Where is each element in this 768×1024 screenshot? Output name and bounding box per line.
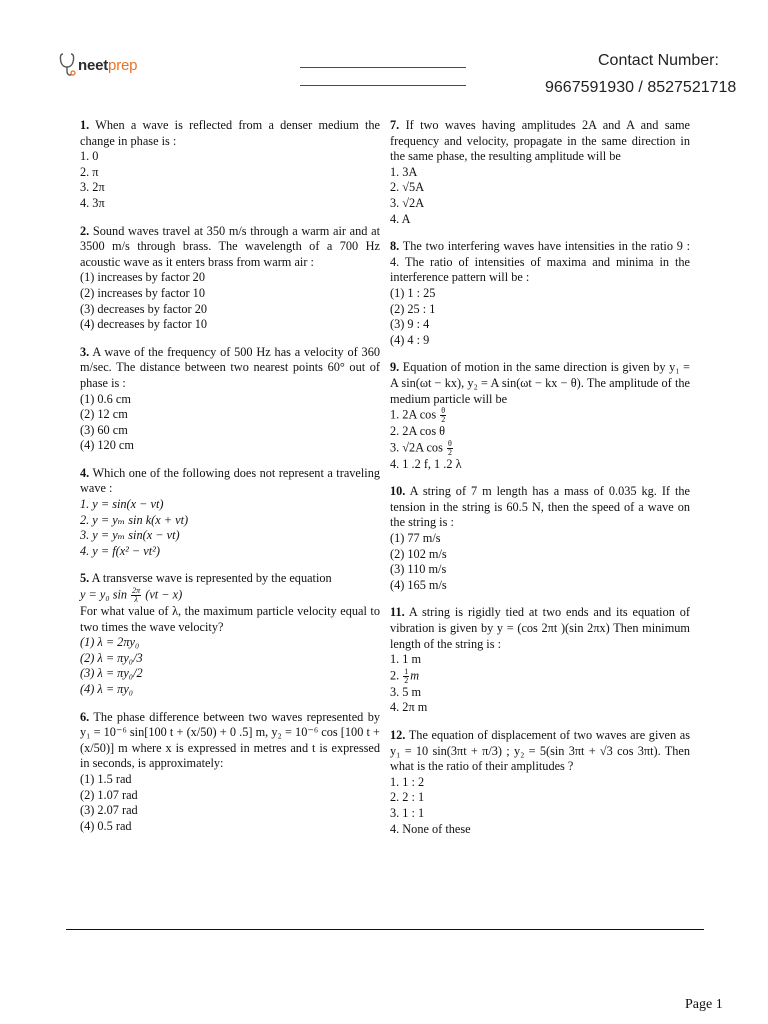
option-1[interactable]: 1. 3A	[390, 164, 418, 179]
question-text: Which one of the following does not represent a traveling wave :	[80, 465, 381, 496]
option-3[interactable]: (3) 9 : 4	[390, 317, 430, 332]
question-number: 6.	[80, 709, 90, 724]
option-4[interactable]: (4) 165 m/s	[390, 577, 447, 592]
question-5	[80, 571, 380, 697]
question-text: A string of 7 m length has a mass of 0.035 kg. If the tension in the string is 60.5 N, then the speed of a wave on the string is :	[390, 484, 691, 530]
question-2	[80, 224, 380, 333]
option-3[interactable]: 3. 5 m	[390, 684, 422, 699]
option-1[interactable]: (1) 0.6 cm	[80, 391, 131, 406]
fraction: $\frac{\theta}{2}$	[447, 438, 452, 457]
option-2[interactable]: (2) 102 m/s	[390, 546, 447, 561]
question-text: Sound waves travel at 350 m/s through a warm air and at 3500 m/s through brass. The wavelength of a 700 Hz acoustic wave as it enters brass from warm air :	[80, 223, 380, 269]
option-4[interactable]: 4. 3π	[80, 195, 105, 210]
question-12	[390, 728, 690, 837]
question-number: 2.	[80, 223, 90, 238]
option-2[interactable]: 2. 2 : 1	[390, 790, 425, 805]
question-9	[390, 360, 690, 472]
question-number: 7.	[390, 118, 400, 132]
question-number: 5.	[80, 571, 90, 586]
option-3[interactable]: (3) 110 m/s	[390, 562, 447, 577]
question-text: The equation of displacement of two waves are given as y₁ = 10 sin(3πt + π/3) ; y₂ = 5(sin 3πt + √3 cos 3πt). Then what is the ratio of their amplitudes ?	[390, 728, 690, 774]
option-4[interactable]: (4) 4 : 9	[390, 332, 430, 347]
option-2[interactable]: (2) 12 cm	[80, 407, 128, 422]
option-1[interactable]: (1) increases by factor 20	[80, 270, 205, 285]
question-text-continued: For what value of λ, the maximum particle velocity equal to two times the wave velocity?	[80, 604, 380, 634]
wave-equation: y = y₀ sin $\frac{2\pi}{\lambda}$ (vt − x)	[80, 586, 183, 605]
page-number: Page 1	[685, 997, 723, 1012]
question-6	[80, 710, 380, 835]
option-2[interactable]: (2) increases by factor 10	[80, 285, 205, 300]
option-4[interactable]: (4) λ = πy₀	[80, 682, 134, 696]
option-1[interactable]: (1) 1.5 rad	[80, 771, 132, 786]
option-3[interactable]: (3) λ = πy₀/2	[80, 666, 143, 681]
option-1[interactable]: (1) λ = 2πy₀	[80, 635, 140, 650]
option-1[interactable]: 1. y = sin(x − vt)	[80, 497, 164, 512]
question-8	[390, 239, 690, 348]
option-2[interactable]: 2. √5A	[390, 180, 425, 195]
option-3[interactable]: 3. √2A	[390, 195, 425, 210]
contact-label: Contact Number:	[598, 52, 719, 69]
right-column	[390, 118, 690, 849]
question-11	[390, 605, 690, 716]
question-number: 8.	[390, 239, 400, 254]
page-header	[0, 0, 768, 110]
option-4[interactable]: 4. y = f(x² − vt²)	[80, 543, 160, 558]
question-4	[80, 466, 380, 560]
option-4[interactable]: 4. 1 .2 f, 1 .2 λ	[390, 456, 462, 471]
footer-divider	[66, 929, 704, 930]
option-2[interactable]: (2) 1.07 rad	[80, 787, 138, 802]
question-number: 9.	[390, 360, 400, 375]
option-1[interactable]: 1. 1 : 2	[390, 774, 425, 789]
option-2[interactable]: 2. y = yₘ sin k(x + vt)	[80, 512, 189, 527]
neetprep-logo[interactable]	[58, 52, 137, 78]
option-2[interactable]: 2. π	[80, 164, 99, 179]
option-3[interactable]: (3) decreases by factor 20	[80, 301, 208, 316]
question-text: A wave of the frequency of 500 Hz has a velocity of 360 m/sec. The distance between two nearest points 60° out of phase is :	[80, 344, 380, 390]
question-text: A transverse wave is represented by the equation	[91, 571, 332, 586]
option-4[interactable]: (4) decreases by factor 10	[80, 317, 208, 332]
option-1[interactable]: 1. 0	[80, 149, 99, 164]
stethoscope-icon	[58, 52, 76, 78]
option-4[interactable]: 4. A	[390, 211, 411, 226]
contact-numbers: 9667591930 / 8527521718	[545, 79, 737, 96]
option-4[interactable]: 4. 2π m	[390, 700, 428, 715]
question-text: When a wave is reflected from a denser medium the change in phase is :	[80, 118, 381, 148]
option-3[interactable]: 3. 1 : 1	[390, 805, 425, 820]
question-3	[80, 345, 380, 454]
option-4[interactable]: (4) 120 cm	[80, 438, 134, 453]
question-number: 1.	[80, 118, 90, 132]
option-1[interactable]: 1. 2A cos $\frac{\theta}{2}$	[390, 406, 446, 425]
question-text: The two interfering waves have intensities in the ratio 9 : 4. The ratio of intensities of maxima and minima in the interference pattern will be :	[390, 239, 690, 285]
fraction: $\frac{1}{2}$	[404, 666, 409, 685]
option-2[interactable]: (2) 25 : 1	[390, 301, 436, 316]
question-10	[390, 484, 690, 593]
option-3[interactable]: 3. 2π	[80, 180, 105, 195]
option-1[interactable]: (1) 1 : 25	[390, 285, 436, 300]
question-number: 12.	[390, 728, 406, 742]
question-number: 4.	[80, 465, 90, 480]
question-number: 11.	[390, 605, 405, 620]
logo-text: neetprep	[78, 56, 138, 74]
option-3[interactable]: (3) 60 cm	[80, 422, 128, 437]
option-3[interactable]: 3. √2A cos $\frac{\theta}{2}$	[390, 438, 452, 457]
question-number: 10.	[390, 484, 406, 499]
option-3[interactable]: 3. y = yₘ sin(x − vt)	[80, 528, 180, 543]
question-7	[390, 118, 690, 227]
question-text: Equation of motion in the same direction is given by y₁ = A sin(ωt − kx), y₂ = A sin(ωt − kx − θ). The amplitude of the medium particle will be	[390, 360, 690, 406]
option-2[interactable]: 2. 2A cos θ	[390, 424, 446, 439]
option-2[interactable]: (2) λ = πy₀/3	[80, 650, 143, 665]
option-4[interactable]: (4) 0.5 rad	[80, 818, 132, 833]
question-number: 3.	[80, 344, 90, 359]
link-underline-2[interactable]	[300, 85, 466, 86]
fraction: $\frac{2\pi}{\lambda}$	[132, 586, 141, 605]
left-column	[80, 118, 380, 846]
question-text: If two waves having amplitudes 2A and A and same frequency and velocity, propagate in the same direction in the same phase, the resulting amplitude will be	[390, 118, 690, 164]
question-1	[80, 118, 380, 212]
fraction: $\frac{\theta}{2}$	[441, 406, 446, 425]
link-underline-1[interactable]	[300, 67, 466, 68]
question-text: A string is rigidly tied at two ends and its equation of vibration is given by y = (cos 2πt )(sin 2πx) Then minimum length of the string is :	[390, 605, 690, 651]
option-3[interactable]: (3) 2.07 rad	[80, 803, 138, 818]
option-1[interactable]: (1) 77 m/s	[390, 531, 441, 546]
option-2[interactable]: 2. $\frac{1}{2}$ m	[390, 666, 420, 685]
option-1[interactable]: 1. 1 m	[390, 652, 422, 667]
question-text: The phase difference between two waves represented by y₁ = 10⁻⁶ sin[100 t + (x/50) + 0 .5] m, y₂ = 10⁻⁶ cos [100 t + (x/50)] m where x is expressed in metres and t is expressed in seconds, is approximately:	[80, 709, 380, 771]
option-4[interactable]: 4. None of these	[390, 821, 471, 836]
